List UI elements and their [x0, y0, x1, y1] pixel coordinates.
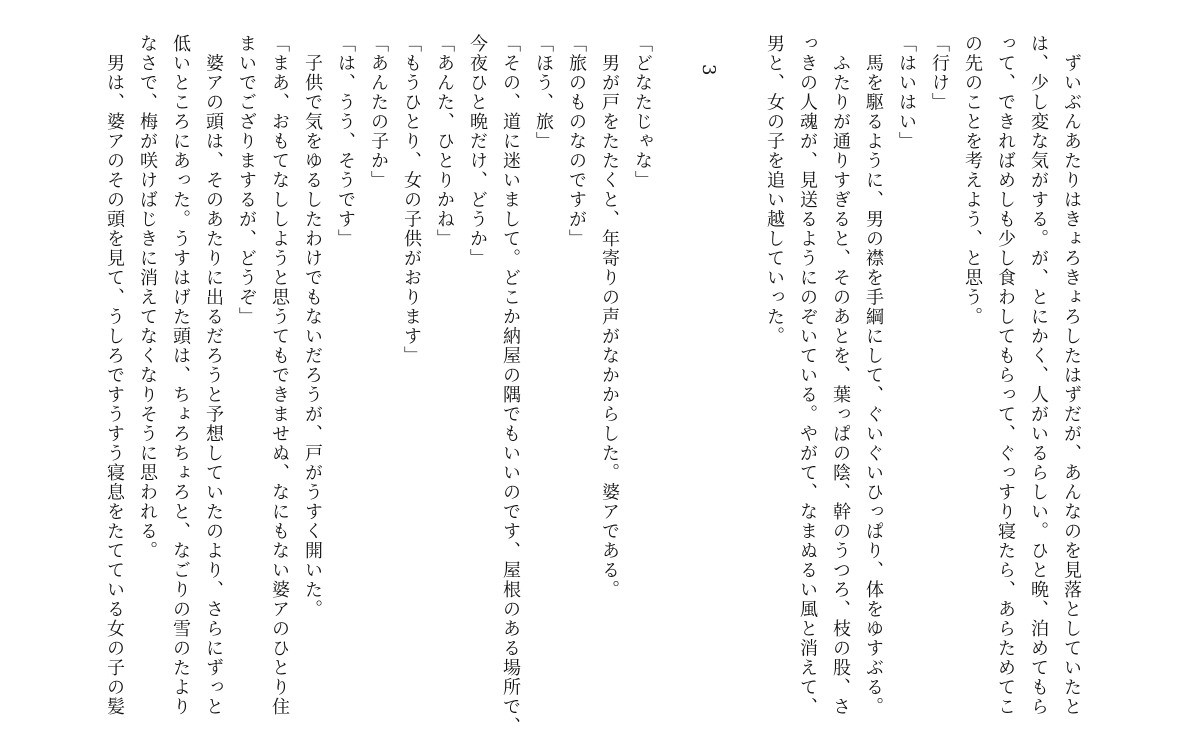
text-line: 「行け」: [929, 34, 950, 112]
text-line: 「その、道に迷いまして。どこか納屋の隅でもいいのです、屋根のある場所で、: [500, 34, 521, 736]
text-line: まいでござりまするが、どうぞ」: [236, 34, 257, 327]
text-line: 「旅のものなのですが」: [566, 34, 587, 249]
text-line: 低いところにあった。うすはげた頭は、ちょろちょろと、なごりの雪のたより: [170, 34, 191, 717]
vertical-text-body: [88, 34, 1088, 736]
text-line: 婆アの頭は、そのあたりに出るだろうと予想していたのより、さらにずっと: [203, 34, 224, 717]
text-line: 男が戸をたたくと、年寄りの声がなかからした。婆アである。: [599, 34, 620, 600]
text-line: 今夜ひと晩だけ、どうか」: [467, 34, 488, 268]
text-line: 「もうひとり、女の子供がおります」: [401, 34, 422, 366]
blank-line: [659, 34, 692, 624]
text-line: ふたりが通りすぎると、そのあとを、葉っぱの陰、幹のうつろ、枝の股、さ: [830, 34, 851, 717]
text-line: っきの人魂が、見送るようにのぞいている。やがて、なまぬるい風と消えて、: [797, 34, 818, 717]
text-line: 子供で気をゆるしたわけでもないだろうが、戸がうすく開いた。: [302, 34, 323, 619]
text-line: 男は、婆アのその頭を見て、うしろですうすう寝息をたてている女の子の髪: [104, 34, 125, 717]
text-line: 「ほう、旅」: [533, 34, 554, 151]
text-line: 「あんたの子か」: [368, 34, 389, 190]
text-line: 「はいはい」: [896, 34, 917, 151]
text-line: なさで、梅が咲けばじきに消えてなくなりそうに思われる。: [137, 34, 158, 561]
text-line: 馬を駆るように、男の襟を手綱にして、ぐいぐいひっぱり、体をゆすぶる。: [863, 34, 884, 717]
text-line: は、少し変な気がする。が、とにかく、人がいるらしい。ひと晩、泊めてもら: [1028, 34, 1049, 717]
text-line: 「どなたじゃな」: [632, 34, 653, 190]
text-line: ずいぶんあたりはきょろきょろしたはずだが、あんなのを見落としていたと: [1061, 34, 1082, 717]
text-line: 「は、うう、そうです」: [335, 34, 356, 249]
text-line: って、できればめしも少し食わしてもらって、ぐっすり寝たら、あらためてこ: [995, 34, 1016, 717]
blank-line: [725, 34, 758, 624]
text-line: 男と、女の子を追い越していった。: [764, 34, 785, 346]
text-line: 「あんた、ひとりかね」: [434, 34, 455, 249]
section-number: 3: [698, 64, 719, 77]
text-line: 「まあ、おもてなししようと思うてもできませぬ、なにもない婆アのひとり住: [269, 34, 290, 717]
text-line: の先のことを考えよう、と思う。: [962, 34, 983, 327]
